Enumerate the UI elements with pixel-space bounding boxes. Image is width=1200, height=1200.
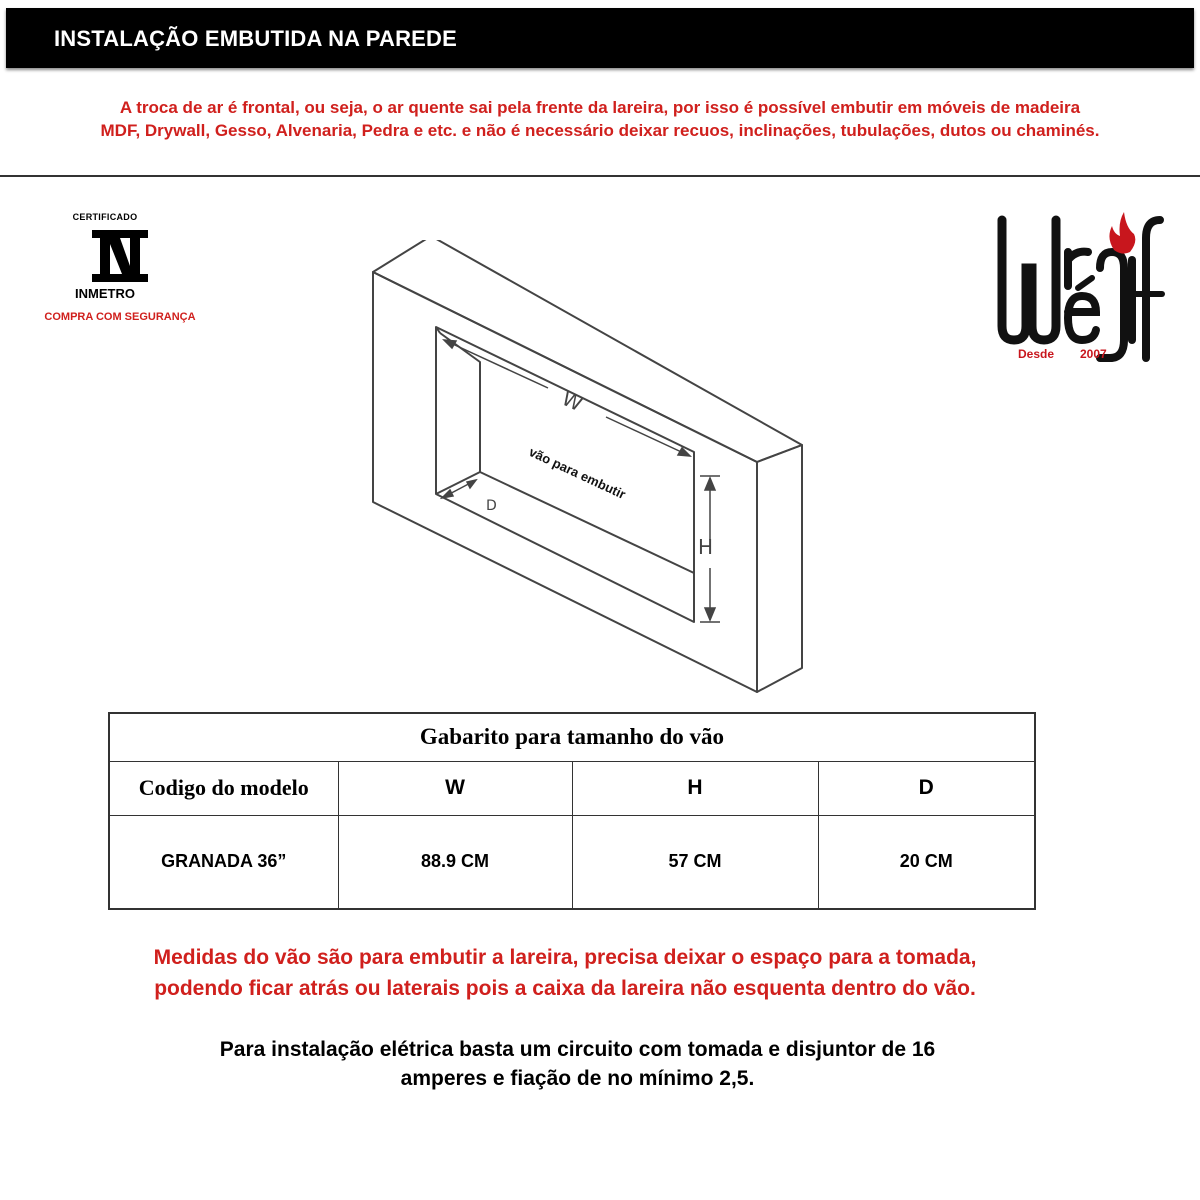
wall-cavity-diagram <box>360 240 820 700</box>
electrical-line-1: Para instalação elétrica basta um circuito com tomada e disjuntor de 16 <box>219 1038 936 1061</box>
table-row <box>109 815 1035 909</box>
h-label: H <box>698 535 714 559</box>
intro-line-2: MDF, Drywall, Gesso, Alvenaria, Pedra e etc. e não é necessário deixar recuos, inclinações, tubulações, dutos ou chaminés. <box>100 121 1100 140</box>
inmetro-seal <box>30 212 210 323</box>
w-label: W <box>558 385 587 417</box>
inmetro-tagline: COMPRA COM SEGURANÇA <box>44 311 196 323</box>
inmetro-logo-icon <box>92 230 148 282</box>
cell-model: GRANADA 36” <box>109 815 338 909</box>
notice-line-2: podendo ficar atrás ou laterais pois a caixa da lareira não esquenta dentro do vão. <box>154 977 976 1000</box>
header-bar <box>6 8 1194 68</box>
header-d: D <box>818 761 1035 815</box>
installation-diagram <box>360 240 820 705</box>
flame-icon <box>1109 212 1135 254</box>
wegrif-logo-icon <box>996 208 1166 373</box>
electrical-note <box>0 1035 1155 1093</box>
brand-since: Desde <box>1018 347 1055 361</box>
cavity-label: vão para embutir <box>526 444 629 502</box>
certified-label: CERTIFICADO <box>72 212 138 222</box>
intro-line-1: A troca de ar é frontal, ou seja, o ar quente sai pela frente da lareira, por isso é possível embutir em móveis de madeira <box>119 98 1081 117</box>
cell-h: 57 CM <box>572 815 818 909</box>
header-h: H <box>572 761 818 815</box>
brand-logo <box>996 208 1166 378</box>
page-title: INSTALAÇÃO EMBUTIDA NA PAREDE <box>54 26 458 51</box>
cavity-notice <box>0 942 1130 1004</box>
table-title: Gabarito para tamanho do vão <box>109 713 1035 761</box>
d-label: D <box>486 498 497 514</box>
cell-w: 88.9 CM <box>338 815 572 909</box>
divider <box>0 175 1200 177</box>
cavity-size-table <box>108 712 1036 910</box>
brand-year: 2007 <box>1080 347 1107 361</box>
header-w: W <box>338 761 572 815</box>
cell-d: 20 CM <box>818 815 1035 909</box>
electrical-line-2: amperes e fiação de no mínimo 2,5. <box>400 1067 755 1090</box>
intro-text <box>0 96 1200 142</box>
header-model-code: Codigo do modelo <box>109 761 338 815</box>
notice-line-1: Medidas do vão são para embutir a lareira, precisa deixar o espaço para a tomada, <box>153 946 977 969</box>
inmetro-name: INMETRO <box>75 286 135 301</box>
